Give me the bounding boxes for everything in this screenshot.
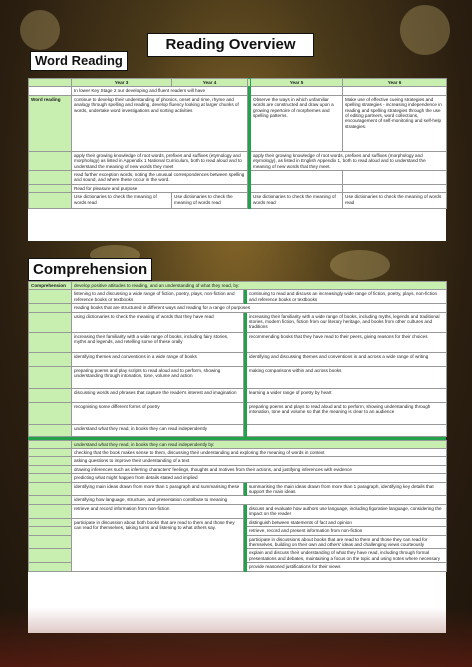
table-cell: retrieve, record and present information from non-fiction — [247, 527, 447, 535]
page-title: Reading Overview — [147, 33, 314, 57]
table-cell: drawing inferences such as inferring characters' feelings, thoughts and motives from their actions, and justifying inferences with evidence — [72, 465, 447, 473]
row-label-comprehension: Comprehension — [29, 282, 72, 290]
table-cell: read further exception words, noting the unusual correspondences between spelling and sound, and where these occur in the word. — [72, 171, 248, 185]
table-cell: Read for pleasure and purpose — [72, 184, 248, 192]
word-reading-panel — [28, 78, 446, 241]
row-label-word-reading: Word reading — [29, 95, 72, 151]
table-cell: preparing poems and plays to read aloud and to perform, showing understanding through intonation, tone and volume so that the meaning is clear to an audience — [247, 402, 447, 424]
comprehension-heading: Comprehension — [28, 258, 152, 281]
table-cell: listening to and discussing a wide range of fiction, poetry, plays, non-fiction and reference books or textbooks — [72, 290, 244, 304]
table-cell: Use dictionaries to check the meaning of words read — [251, 193, 343, 209]
light-bokeh — [330, 250, 390, 280]
table-cell: asking questions to improve their understanding of a text — [72, 457, 447, 465]
header-year-5: Year 5 — [251, 79, 343, 87]
table-cell: discuss and evaluate how authors use language, including figurative language, considering the impact on the reader — [247, 504, 447, 518]
light-bokeh — [400, 5, 450, 55]
table-cell: increasing their familiarity with a wide range of books, including myths, legends and traditional stories, modern fiction, fiction from our literary heritage, and books from other cultures and traditions — [247, 312, 447, 332]
table-cell: apply their growing knowledge of root words, prefixes and suffixes (morphology and etymology), as listed in English Appendix 1, both to read aloud and to understand the meaning of new words that they meet. — [251, 151, 447, 170]
table-cell: identifying and discussing themes and conventions in and across a wide range of writing — [247, 352, 447, 366]
background-book-image — [0, 607, 472, 667]
table-cell: making comparisons within and across books — [247, 366, 447, 388]
table-cell: Make use of effective cueing strategies and spelling strategies - increasing independence in reading and spelling strategies through the use of editing partners, word collections, encouragement of self-monitoring and self-help strategies. — [343, 95, 447, 151]
comprehension-panel — [28, 281, 446, 633]
table-cell: understand what they read, in books they can read independently by: — [72, 440, 447, 448]
table-cell: recommending books that they have read to their peers, giving reasons for their choices — [247, 332, 447, 352]
table-cell: distinguish between statements of fact and opinion — [247, 518, 447, 526]
table-cell — [247, 424, 447, 436]
header-year-4: Year 4 — [172, 79, 248, 87]
comprehension-table-1 — [28, 281, 447, 437]
table-cell: continuing to read and discuss an increasingly wide range of fiction, poetry, plays, non-fiction and reference books or textbooks — [247, 290, 447, 304]
table-cell: discussing words and phrases that capture the reader's interest and imagination — [72, 388, 244, 402]
comprehension-table-2 — [28, 440, 447, 572]
comprehension-intro: develop positive attitudes to reading, and an understanding of what they read, by: — [72, 282, 447, 290]
table-cell: learning a wider range of poetry by heart — [247, 388, 447, 402]
table-cell: summarising the main ideas drawn from more than 1 paragraph, identifying key details that support the main ideas — [247, 482, 447, 496]
table-cell: using dictionaries to check the meaning of words that they have read — [72, 312, 244, 332]
header-year-6: Year 6 — [343, 79, 447, 87]
word-reading-heading: Word Reading — [30, 51, 128, 71]
table-cell: checking that the book makes sense to them, discussing their understanding and exploring the meaning of words in context — [72, 449, 447, 457]
table-cell: identifying main ideas drawn from more than 1 paragraph and summarising these — [72, 482, 244, 496]
ks2-intro: In lower Key Stage 2 our developing and fluent readers will have — [72, 87, 248, 95]
table-cell: provide reasoned justifications for their views — [247, 563, 447, 571]
table-cell: participate in discussions about books that are read to them and those they can read for themselves, building on their own and others' ideas and challenging views courteously — [247, 535, 447, 549]
table-cell: Use dictionaries to check the meaning of words read — [343, 193, 447, 209]
table-cell: retrieve and record information from non-fiction — [72, 504, 244, 518]
table-cell: participate in discussion about both books that are read to them and those they can read for themselves, taking turns and listening to what others say. — [72, 518, 244, 571]
table-cell: predicting what might happen from details stated and implied — [72, 474, 447, 482]
table-cell: increasing their familiarity with a wide range of books, including fairy stories, myths and legends, and retelling some of these orally — [72, 332, 244, 352]
header-year-3: Year 3 — [72, 79, 172, 87]
table-cell: identifying how language, structure, and presentation contribute to meaning — [72, 496, 447, 504]
table-cell: continue to develop their understanding of phonics, onset and rime, rhyme and analogy through spelling and reading, develop fluency looking at larger chunks of words, undertake word investigations and sorting activities — [72, 95, 248, 151]
word-reading-table — [28, 78, 447, 209]
year-header-row — [29, 79, 447, 87]
table-cell: reading books that are structured in different ways and reading for a range of purposes — [72, 304, 447, 312]
table-cell: Use dictionaries to check the meaning of words read — [172, 193, 248, 209]
table-cell: understand what they read, in books they can read independently — [72, 424, 244, 436]
table-cell: explain and discuss their understanding of what they have read, including through formal presentations and debates, maintaining a focus on the topic and using notes where necessary — [247, 549, 447, 563]
table-cell: Observe the ways in which unfamiliar words are constructed and draw upon a growing repertoire of morphemes and spelling patterns. — [251, 95, 343, 151]
light-bokeh — [20, 10, 60, 50]
table-cell: Use dictionaries to check the meaning of words read — [72, 193, 172, 209]
table-cell: apply their growing knowledge of root words, prefixes and suffixes (etymology and morphology) as listed in Appendix 1 National Curriculum, both to read aloud and to understand the meaning of new words they meet — [72, 151, 248, 170]
table-cell: preparing poems and play scripts to read aloud and to perform, showing understanding through intonation, tone, volume and action — [72, 366, 244, 388]
table-cell: recognising some different forms of poetry — [72, 402, 244, 424]
table-cell: identifying themes and conventions in a wide range of books — [72, 352, 244, 366]
